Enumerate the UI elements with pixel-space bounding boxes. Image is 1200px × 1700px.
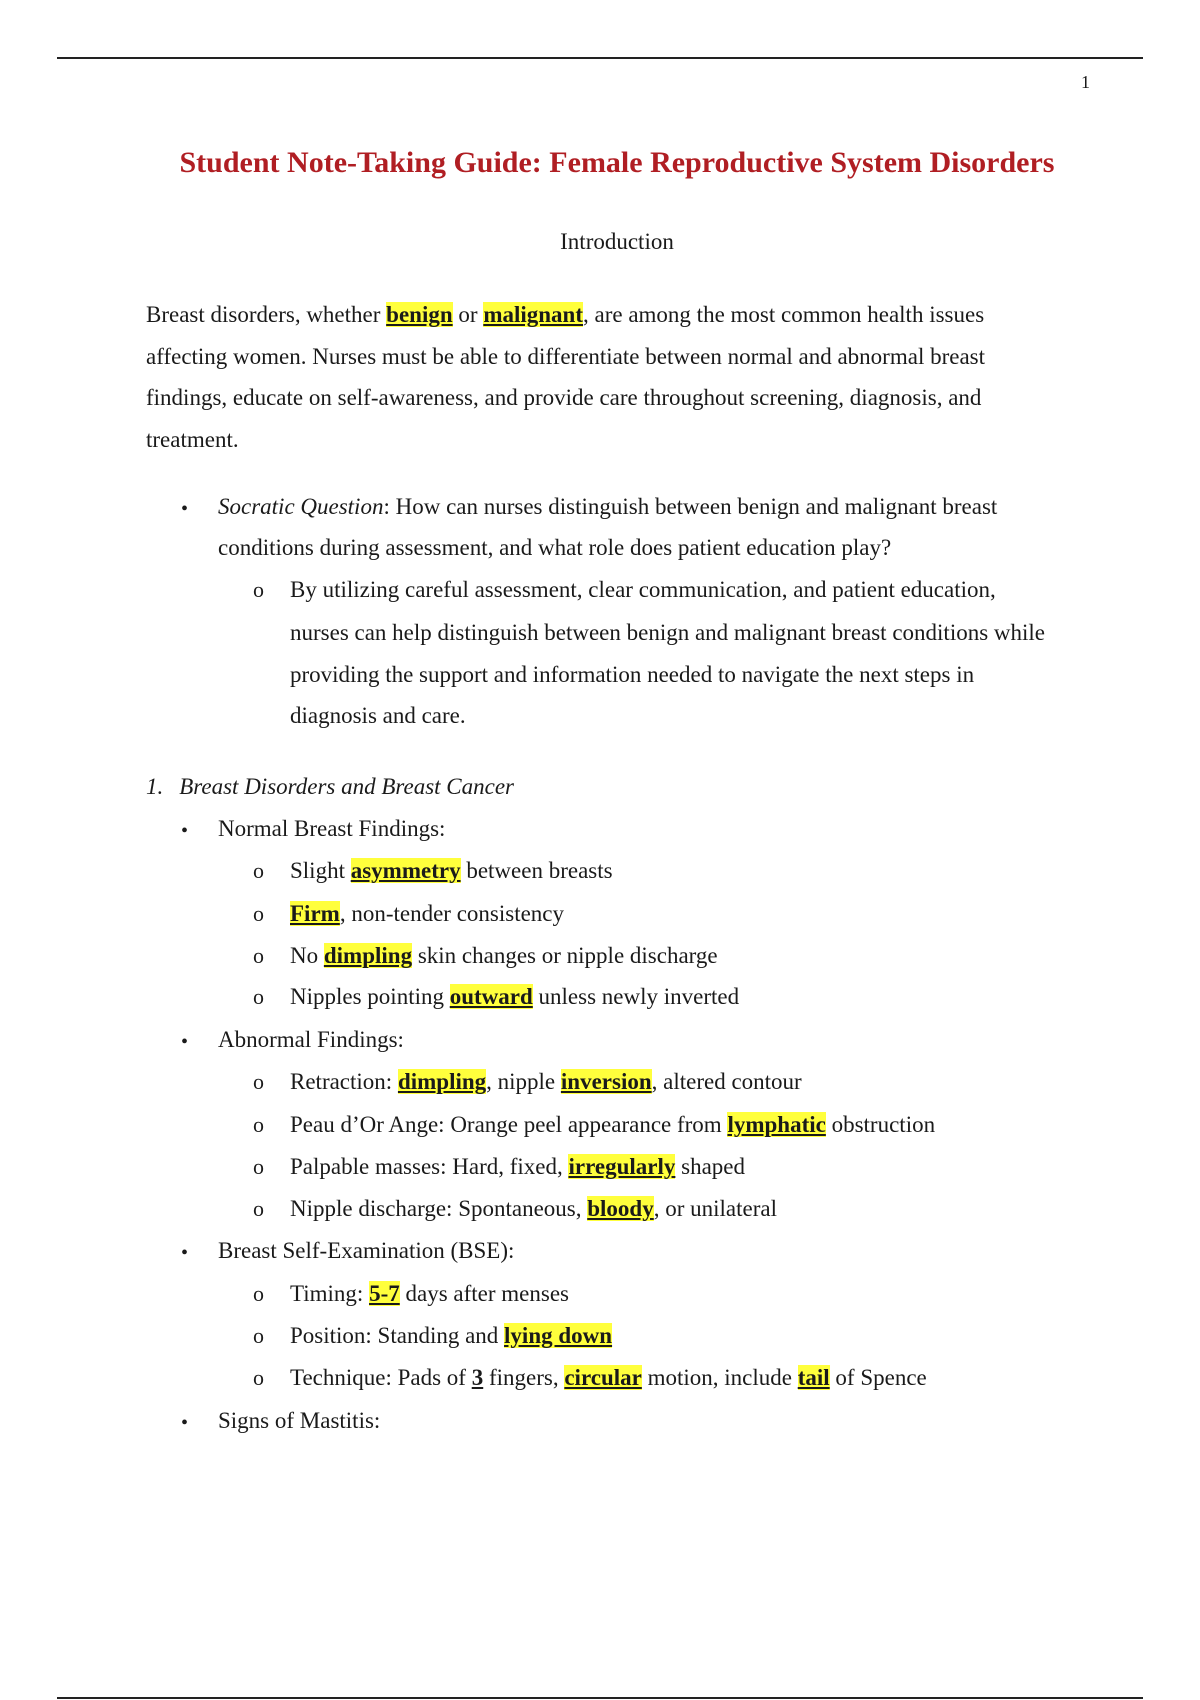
item-text: No: [290, 943, 324, 968]
mastitis-heading: Signs of Mastitis:: [218, 1408, 381, 1433]
highlight-term: tail: [797, 1365, 830, 1390]
list-item: [290, 1069, 802, 1095]
list-item: [290, 1196, 777, 1222]
bullet-icon: •: [181, 1031, 189, 1053]
intro-text: Breast disorders, whether: [146, 302, 387, 327]
list-item: [290, 901, 564, 927]
socratic-answer-line: nurses can help distinguish between benign and malignant breast conditions while: [290, 620, 1046, 645]
highlight-term: Firm: [290, 901, 340, 926]
list-item: [290, 1154, 745, 1180]
highlight-term: lying down: [504, 1323, 613, 1348]
highlight-term: irregularly: [568, 1154, 676, 1179]
socratic-question-line: conditions during assessment, and what role does patient education play?: [218, 535, 892, 560]
sub-bullet-icon: o: [253, 1069, 264, 1094]
sub-bullet-icon: o: [253, 984, 264, 1009]
item-text: Timing:: [290, 1281, 370, 1306]
sub-bullet-icon: o: [253, 1365, 264, 1390]
item-text: between breasts: [460, 858, 613, 883]
socratic-question-line: [218, 494, 997, 520]
list-item: [290, 858, 613, 884]
highlight-term: benign: [386, 302, 453, 327]
highlight-term: bloody: [587, 1196, 654, 1221]
highlight-term: outward: [449, 984, 533, 1009]
top-rule: [57, 57, 1143, 59]
item-text: motion, include: [641, 1365, 798, 1390]
section-heading: [146, 774, 514, 800]
sub-bullet-icon: o: [253, 858, 264, 883]
socratic-answer-line: providing the support and information needed to navigate the next steps in: [290, 662, 975, 687]
item-text: skin changes or nipple discharge: [412, 943, 718, 968]
list-item: [290, 1365, 927, 1391]
list-item: [290, 1112, 935, 1138]
item-text: Slight: [290, 858, 351, 883]
bullet-icon: •: [181, 820, 189, 842]
item-text: , nipple: [486, 1069, 561, 1094]
item-text: unless newly inverted: [532, 984, 740, 1009]
socratic-text: : How can nurses distinguish between benign and malignant breast: [383, 494, 998, 519]
bottom-rule: [57, 1697, 1143, 1699]
highlight-term: inversion: [560, 1069, 652, 1094]
item-text: fingers,: [483, 1365, 565, 1390]
sub-bullet-icon: o: [253, 1154, 264, 1179]
item-text: shaped: [675, 1154, 745, 1179]
highlight-term: circular: [564, 1365, 642, 1390]
sub-bullet-icon: o: [253, 901, 264, 926]
list-item: [290, 1323, 612, 1349]
item-text: Nipples pointing: [290, 984, 450, 1009]
item-text: Retraction:: [290, 1069, 398, 1094]
item-text: of Spence: [829, 1365, 927, 1390]
list-item: [290, 943, 718, 969]
intro-text: or: [452, 302, 484, 327]
section-title: Breast Disorders and Breast Cancer: [179, 774, 515, 799]
socratic-answer-line: By utilizing careful assessment, clear communication, and patient education,: [290, 577, 996, 602]
socratic-answer-line: diagnosis and care.: [290, 703, 466, 728]
sub-bullet-icon: o: [253, 1281, 264, 1306]
highlight-term: dimpling: [397, 1069, 487, 1094]
normal-findings-heading: Normal Breast Findings:: [218, 816, 446, 841]
highlight-term: 5-7: [369, 1281, 400, 1306]
list-item: [290, 984, 739, 1010]
socratic-label: Socratic Question: [218, 494, 384, 519]
highlight-term: dimpling: [323, 943, 413, 968]
intro-text: , are among the most common health issues affecting women. Nurses must be able to differentiate between normal and abnormal breast findings, educate on self-awareness, and provide care throughout screening, diagnosis, and treatment.: [146, 302, 985, 452]
sub-bullet-icon: o: [253, 1323, 264, 1348]
intro-paragraph: [146, 294, 1066, 460]
underlined-term: 3: [471, 1365, 484, 1390]
sub-bullet-icon: o: [253, 577, 264, 602]
item-text: Peau d’Or Ange: Orange peel appearance from: [290, 1112, 728, 1137]
item-text: , altered contour: [651, 1069, 802, 1094]
abnormal-findings-heading: Abnormal Findings:: [218, 1027, 404, 1052]
bullet-icon: •: [181, 1412, 189, 1434]
sub-bullet-icon: o: [253, 1196, 264, 1221]
page-number: 1: [1081, 72, 1090, 92]
item-text: obstruction: [825, 1112, 936, 1137]
item-text: Technique: Pads of: [290, 1365, 472, 1390]
highlight-term: malignant: [483, 302, 583, 327]
sub-bullet-icon: o: [253, 1112, 264, 1137]
intro-heading: Introduction: [560, 229, 674, 254]
item-text: Position: Standing and: [290, 1323, 505, 1348]
item-text: Nipple discharge: Spontaneous,: [290, 1196, 588, 1221]
list-item: [290, 1281, 569, 1307]
document-title: Student Note-Taking Guide: Female Reproductive System Disorders: [179, 146, 1055, 179]
highlight-term: lymphatic: [727, 1112, 826, 1137]
item-text: days after menses: [399, 1281, 569, 1306]
sub-bullet-icon: o: [253, 943, 264, 968]
bullet-icon: •: [181, 498, 189, 520]
highlight-term: asymmetry: [350, 858, 461, 883]
bse-heading: Breast Self-Examination (BSE):: [218, 1238, 515, 1263]
bullet-icon: •: [181, 1242, 189, 1264]
item-text: , non-tender consistency: [339, 901, 564, 926]
section-number: 1.: [146, 774, 164, 799]
item-text: Palpable masses: Hard, fixed,: [290, 1154, 569, 1179]
item-text: , or unilateral: [653, 1196, 777, 1221]
